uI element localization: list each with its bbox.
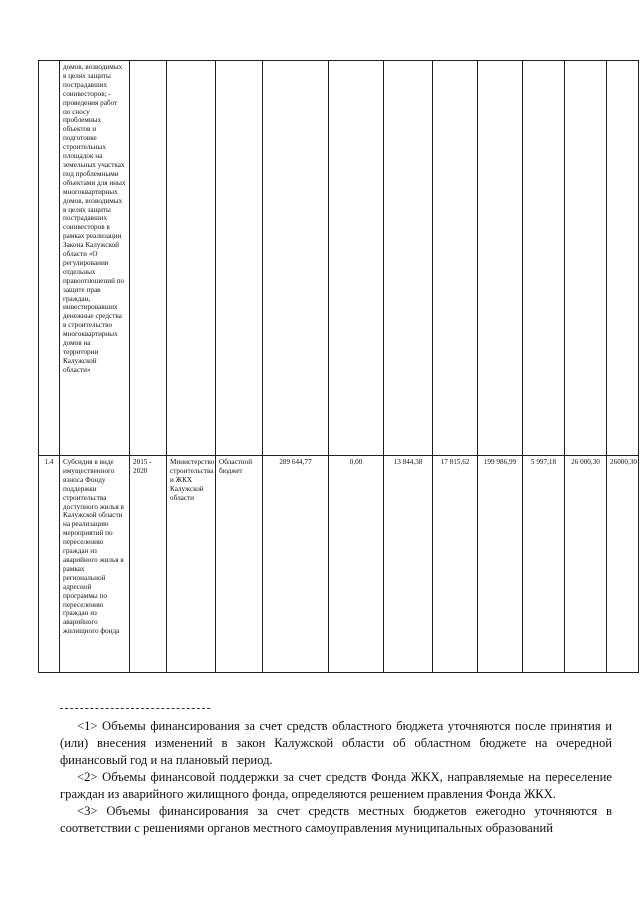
cell-year-7: 26000,30 xyxy=(607,456,639,673)
financing-table xyxy=(38,60,639,673)
cell-source: Областной бюджет xyxy=(216,456,263,673)
footnote-1: <1> Объемы финансирования за счет средств областного бюджета уточняются после принятия и (или) внесения изменений в закон Калужской области об областном бюджете на очередной финансовый год и на плановый период. xyxy=(60,719,612,767)
footnote-separator xyxy=(60,708,210,709)
footnote-2: <2> Объемы финансовой поддержки за счет средств Фонда ЖКХ, направляемые на переселение граждан из аварийного жилищного фонда, определяются решением правления Фонда ЖКХ. xyxy=(60,770,612,801)
table-row xyxy=(39,61,639,456)
cell-year-2: 13 844,38 xyxy=(384,456,433,673)
cell-total: 289 644,77 xyxy=(263,456,329,673)
table-row xyxy=(39,456,639,673)
footnote-3: <3> Объемы финансирования за счет средств местных бюджетов ежегодно уточняются в соответствии с решениями органов местного самоуправления муниципальных образований xyxy=(60,804,612,835)
cell-description: Субсидия в виде имущественного взноса Фонду поддержки строительства доступного жилья в Калужской области на реализацию мероприятий по переселению граждан из аварийного жилья в рамках региональной адресной программы по переселению граждан из аварийного жилищного фонда xyxy=(60,456,130,673)
cell-description: домов, возводимых в целях защиты пострадавших соинвесторов; - проведения работ по сносу проблемных объектов и подготовке строительных площадок на земельных участках под проблемными объектами для иных многоквартирных домов, возводимых в целях защиты пострадавших соинвесторов в рамках реализации Закона Калужской области «О регулировании отдельных правоотношений по защите прав граждан, инвестировавших денежные средства в строительство многоквартирных домов на территории Калужской области» xyxy=(60,61,130,456)
footnotes xyxy=(60,718,612,837)
cell-year-5: 5 997,18 xyxy=(523,456,565,673)
cell-year-1: 0,00 xyxy=(329,456,384,673)
cell-year-4: 199 986,99 xyxy=(478,456,523,673)
cell-number: 1.4 xyxy=(39,456,60,673)
cell-executor: Министерство строительства и ЖКХ Калужской области xyxy=(167,456,216,673)
cell-year-6: 26 000,30 xyxy=(565,456,607,673)
cell-number xyxy=(39,61,60,456)
cell-year-3: 17 815,62 xyxy=(433,456,478,673)
cell-period: 2015 - 2020 xyxy=(130,456,167,673)
